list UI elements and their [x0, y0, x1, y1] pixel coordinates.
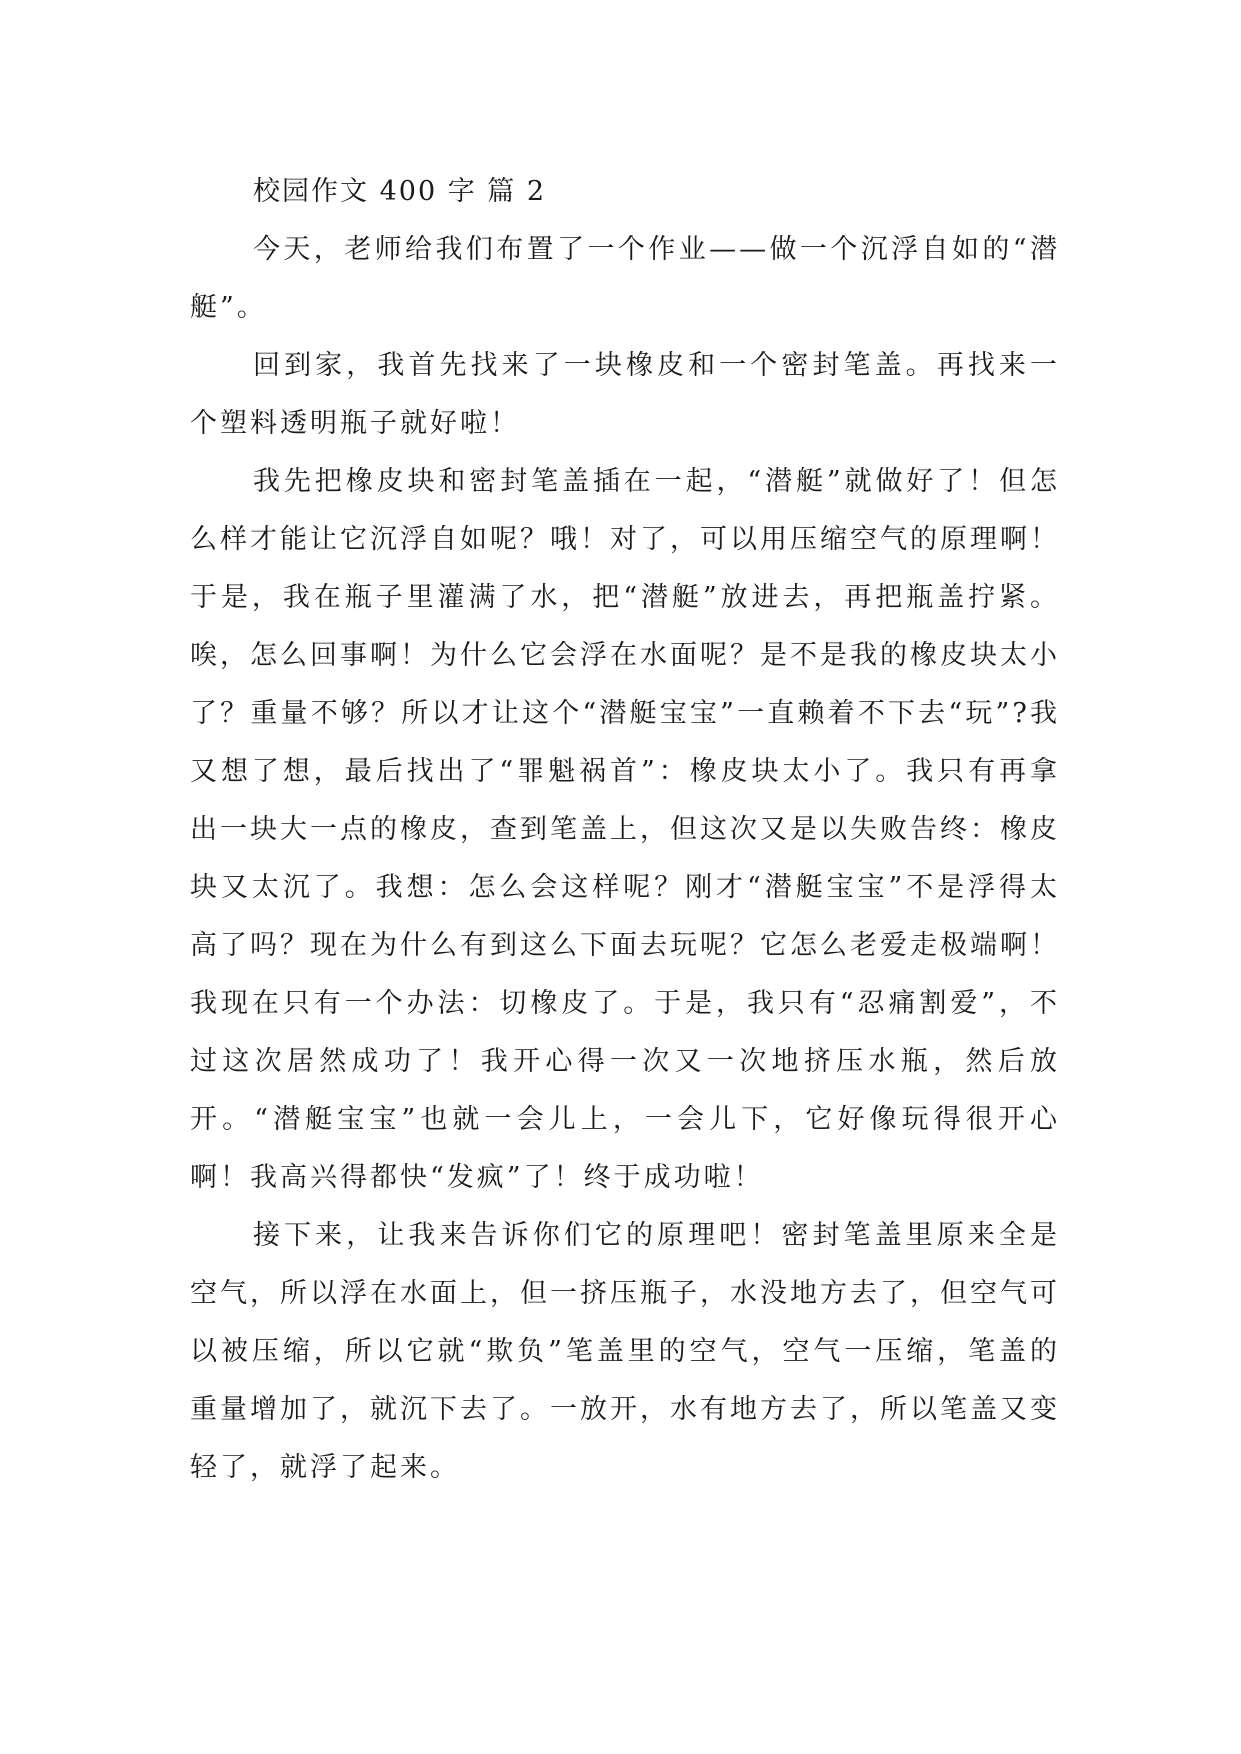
paragraph-4: 接下来，让我来告诉你们它的原理吧！密封笔盖里原来全是空气，所以浮在水面上，但一挤压瓶子，水没地方去了，但空气可以被压缩，所以它就“欺负”笔盖里的空气，空气一压缩，笔盖的重量增加了，就沉下去了。一放开，水有地方去了，所以笔盖又变轻了，就浮了起来。 [190, 1220, 1060, 1483]
paragraph-3: 我先把橡皮块和密封笔盖插在一起，“潜艇”就做好了！但怎么样才能让它沉浮自如呢？哦！对了，可以用压缩空气的原理啊！于是，我在瓶子里灌满了水，把“潜艇”放进去，再把瓶盖拧紧。唉，怎么回事啊！为什么它会浮在水面呢？是不是我的橡皮块太小了？重量不够？所以才让这个“潜艇宝宝”一直赖着不下去“玩”?我又想了想，最后找出了“罪魁祸首”：橡皮块太小了。我只有再拿出一块大一点的橡皮，查到笔盖上，但这次又是以失败告终：橡皮块又太沉了。我想：怎么会这样呢？刚才“潜艇宝宝”不是浮得太高了吗？现在为什么有到这么下面去玩呢？它怎么老爱走极端啊！我现在只有一个办法：切橡皮了。于是，我只有“忍痛割爱”，不过这次居然成功了！我开心得一次又一次地挤压水瓶，然后放开。“潜艇宝宝”也就一会儿上，一会儿下，它好像玩得很开心啊！我高兴得都快“发疯”了！终于成功啦！ [190, 466, 1060, 1193]
paragraph-2: 回到家，我首先找来了一块橡皮和一个密封笔盖。再找来一个塑料透明瓶子就好啦！ [190, 350, 1060, 439]
document-title: 校园作文 400 字 篇 2 [253, 176, 547, 207]
paragraph-1: 今天，老师给我们布置了一个作业——做一个沉浮自如的“潜艇”。 [190, 234, 1060, 323]
document-body [190, 163, 1060, 1497]
